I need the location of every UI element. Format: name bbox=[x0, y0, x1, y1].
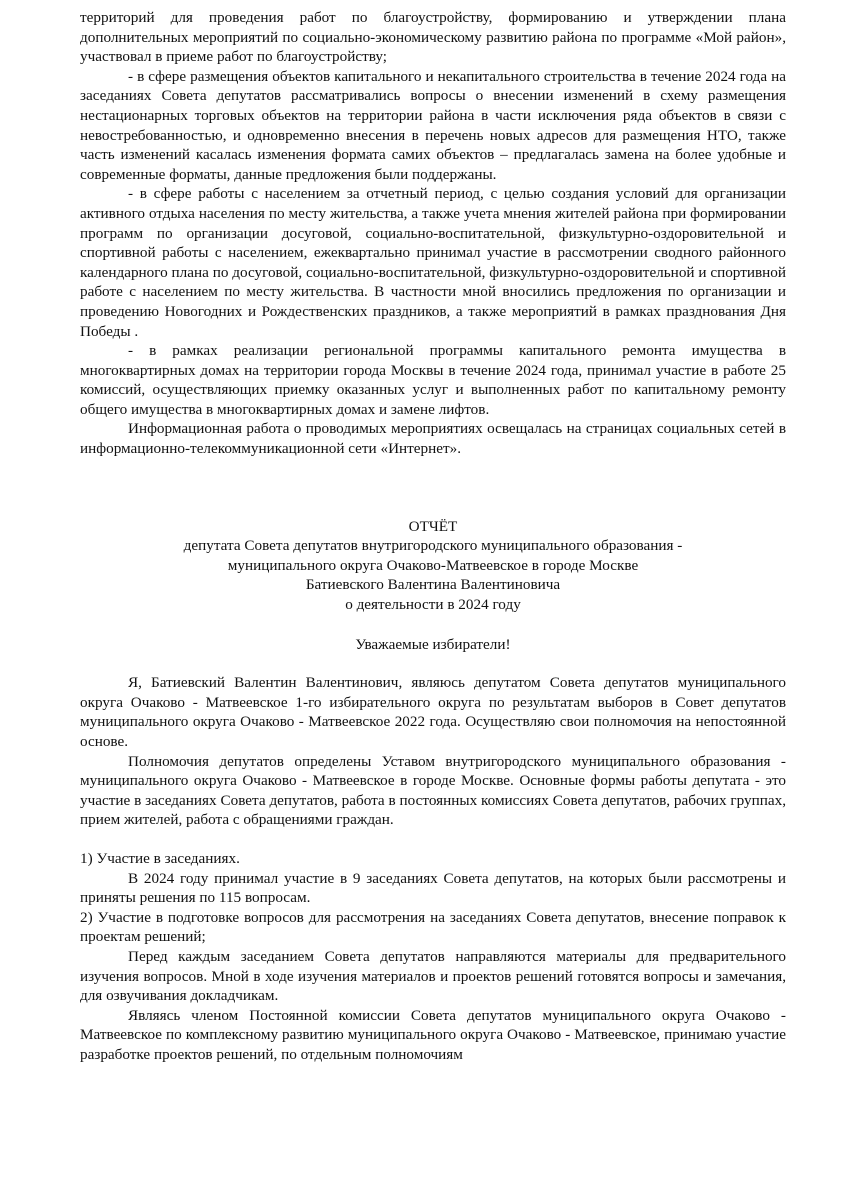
intro-paragraph-continuation: территорий для проведения работ по благоустройству, формированию и утверждении плана дополнительных мероприятий по социально-экономическому развитию района по программе «Мой район», участвовал в приеме работ по благоустройству; bbox=[80, 9, 786, 66]
intro-paragraph-construction: - в сфере размещения объектов капитального и некапитального строительства в течение 2024 года на заседаниях Совета депутатов рассматривались вопросы о внесении изменений в схему размещения нестационарных торговых объектов на территории района в части исключения ряда объектов в связи с невостребованностью, и одновременно внесения в перечень новых адресов для размещения НТО, также часть изменений касалась изменения формата самих объектов – предлагалась замена на более удобные и современные форматы, данные предложения были поддержаны. bbox=[80, 67, 786, 183]
item2-heading: 2) Участие в подготовке вопросов для рассмотрения на заседаниях Совета депутатов, внесение поправок к проектам решений; bbox=[80, 908, 786, 946]
body-paragraph-powers: Полномочия депутатов определены Уставом внутригородского муниципального образования - муниципального округа Очаково - Матвеевское в городе Москве. Основные формы работы депутата - это участие в заседаниях Совета депутатов, работа в постоянных комиссиях Совета депутатов, рабочих группах, прием жителей, работа с обращениями граждан. bbox=[80, 752, 786, 829]
intro-paragraph-population: - в сфере работы с населением за отчетный период, с целью создания условий для организации активного отдыха населения по месту жительства, а также учета мнения жителей района при формировании программ по организации досуговой, социально-воспитательной, физкультурно-оздоровительной и спортивной работы с населением, ежеквартально принимал участие в рассмотрении сводного районного календарного плана по досуговой, социально-воспитательной, физкультурно-оздоровительной и спортивной работе с населением по месту жительства. В частности мной вносились предложения по организации и проведению Новогодних и Рождественских праздников, а также мероприятий в рамках празднования Дня Победы . bbox=[80, 185, 786, 340]
item1-heading: 1) Участие в заседаниях. bbox=[80, 849, 240, 867]
spacer bbox=[80, 830, 786, 849]
report-subtitle-line-2: муниципального округа Очаково-Матвеевское в городе Москве bbox=[227, 556, 639, 574]
report-subtitle-line-4: о деятельности в 2024 году bbox=[345, 596, 521, 614]
section-spacer bbox=[80, 459, 786, 517]
item1-text: В 2024 году принимал участие в 9 заседаниях Совета депутатов, на которых были рассмотрены и приняты решения по 115 вопросам. bbox=[80, 869, 786, 907]
spacer bbox=[80, 615, 786, 635]
spacer bbox=[80, 654, 786, 673]
item2-text-continued: Являясь членом Постоянной комиссии Совета депутатов муниципального округа Очаково - Матвеевское по комплексному развитию муниципального округа Очаково - Матвеевское, принимаю участие разработке проектов решений, по отдельным полномочиям bbox=[80, 1006, 786, 1063]
item2-text: Перед каждым заседанием Совета депутатов направляются материалы для предварительного изучения вопросов. Мной в ходе изучения материалов и проектов решений готовятся вопросы и замечания, для озвучивания докладчикам. bbox=[80, 947, 786, 1005]
intro-paragraph-information: Информационная работа о проводимых мероприятиях освещалась на страницах социальных сетей в информационно-телекоммуникационной сети «Интернет». bbox=[80, 420, 786, 458]
report-subtitle-line-1: депутата Совета депутатов внутригородского муниципального образования - bbox=[183, 537, 683, 555]
report-title: ОТЧЁТ bbox=[408, 517, 458, 535]
intro-paragraph-capital-repair: - в рамках реализации региональной программы капитального ремонта имущества в многоквартирных домах на территории города Москвы в течение 2024 года, принимал участие в работе 25 комиссий, осуществляющих приемку оказанных услуг и выполненных работ по капитальному ремонту общего имущества в многоквартирных домах и замене лифтов. bbox=[80, 342, 786, 418]
document-page bbox=[80, 8, 786, 1065]
report-subtitle-line-3: Батиевского Валентина Валентиновича bbox=[305, 576, 561, 594]
greeting: Уважаемые избиратели! bbox=[355, 635, 511, 653]
body-paragraph-deputy: Я, Батиевский Валентин Валентинович, являюсь депутатом Совета депутатов муниципального округа Очаково - Матвеевское 1-го избирательного округа по результатам выборов в Совет депутатов муниципального округа Очаково - Матвеевское 2022 года. Осуществляю свои полномочия на непостоянной основе. bbox=[80, 674, 786, 750]
